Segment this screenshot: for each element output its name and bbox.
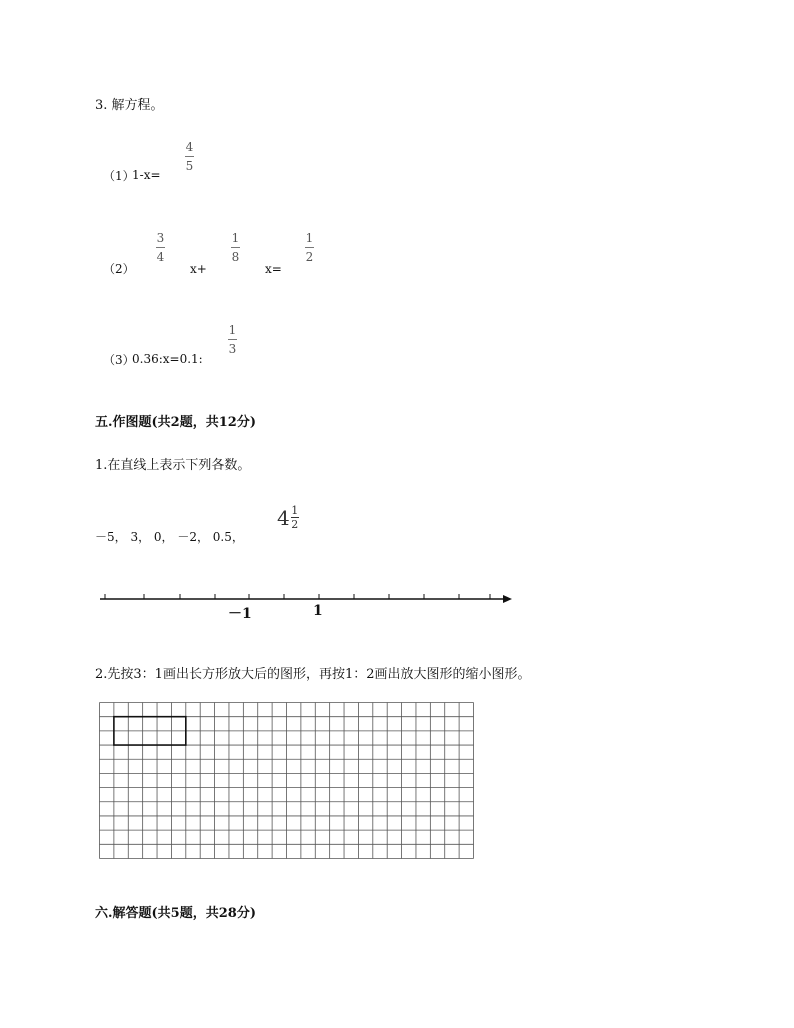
fraction-bar: [185, 156, 194, 157]
fraction-denominator: 2: [291, 518, 299, 531]
fraction-numerator: 3: [156, 231, 165, 245]
fraction-numerator: 4: [185, 140, 194, 154]
fraction-bar: [228, 339, 237, 340]
fraction-denominator: 5: [185, 159, 194, 173]
equation-3-text: 0.36:x=0.1:: [132, 352, 203, 366]
fraction-numerator: 1: [305, 231, 314, 245]
fraction-denominator: 2: [305, 250, 314, 264]
fraction-numerator: 1: [228, 323, 237, 337]
equation-1-fraction: [185, 141, 194, 172]
equation-2-label: （2）: [103, 262, 135, 276]
number-line-arrow: [503, 595, 512, 603]
equation-2-text-b: x=: [265, 262, 282, 276]
fraction-numerator: 1: [291, 504, 299, 517]
fraction-denominator: 8: [231, 250, 240, 264]
fraction-denominator: 4: [156, 250, 165, 264]
section-3-title: 3. 解方程。: [95, 98, 164, 113]
mixed-number-whole: 4: [277, 505, 290, 530]
question-1-prompt: 1.在直线上表示下列各数。: [95, 458, 251, 473]
section-6-heading: 六.解答题(共5题，共28分): [95, 906, 256, 921]
fraction-bar: [305, 247, 314, 248]
equation-2-text-a: x+: [190, 262, 207, 276]
equation-1-label: （1）: [103, 169, 135, 183]
mixed-number-fraction: [291, 505, 299, 530]
equation-3-label: （3）: [103, 353, 135, 367]
section-5-heading: 五.作图题(共2题，共12分): [95, 415, 256, 430]
number-line-label-pos1: 1: [313, 603, 323, 619]
equation-1-text: 1-x=: [132, 168, 161, 182]
question-2-prompt: 2.先按3：1画出长方形放大后的图形，再按1：2画出放大图形的缩小图形。: [95, 667, 531, 682]
fraction-bar: [231, 247, 240, 248]
fraction-numerator: 1: [231, 231, 240, 245]
numbers-list: －5， 3， 0， －2， 0.5，: [95, 530, 244, 544]
number-line-label-neg1: －1: [228, 606, 252, 622]
fraction-bar: [156, 247, 165, 248]
fraction-denominator: 3: [228, 342, 237, 356]
number-line: [95, 588, 520, 608]
equation-2-fraction-1: [156, 232, 165, 263]
equation-2-fraction-3: [305, 232, 314, 263]
drawing-grid[interactable]: [99, 702, 474, 859]
mixed-number: [277, 505, 299, 530]
equation-3-fraction: [228, 324, 237, 355]
equation-2-fraction-2: [231, 232, 240, 263]
